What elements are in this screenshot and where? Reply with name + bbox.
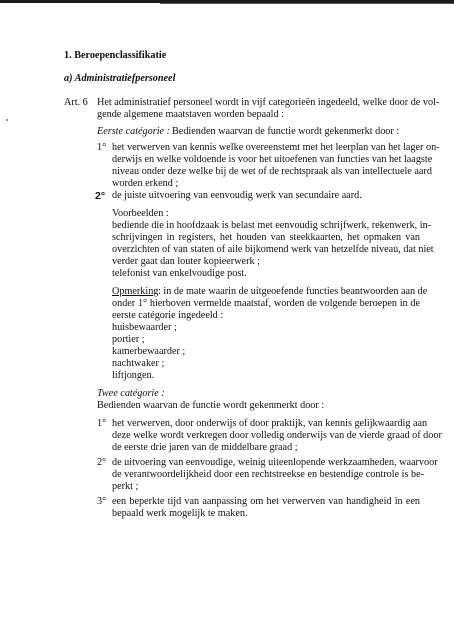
section-heading: 1. Beroepenclassifikatie — [64, 50, 167, 61]
examples-line: verder gaat dan louter kopieerwerk ; — [112, 256, 260, 267]
remark-line: : in de mate waarin de uitgeoefende functies beantwoorden aan de — [158, 286, 428, 297]
first-category-desc: Bedienden waarvan de functie wordt gekenmerkt door : — [172, 126, 400, 137]
second-category-desc: Bedienden waarvan de functie wordt gekenmerkt door : — [97, 400, 325, 411]
item-text-line: de eerste drie jaren van de middelbare graad ; — [112, 442, 298, 453]
item-number: 1° — [97, 418, 107, 429]
examples-line: schrijvingen in registers, het houden van steekkaarten, het opmaken van — [112, 232, 420, 243]
item-text-line: bepaald werk mogelijk te maken. — [112, 508, 248, 519]
article-text-line: gende algemene maatstaven worden bepaald : — [97, 109, 284, 120]
subsection-heading: a) Administratiefpersoneel — [64, 73, 176, 84]
item-text-line: derwijs en welke voldoende is voor het uitoefenen van functies van het laagste — [112, 154, 433, 165]
item-number: 2° — [97, 457, 107, 468]
article-label: Art. 6 — [64, 97, 88, 108]
item-text-line: perkt ; — [112, 481, 139, 492]
remark-label: Opmerking — [112, 286, 159, 297]
profession-item: huisbewaarder ; — [112, 322, 177, 333]
remark-line: eerste catégorie ingedeeld : — [112, 310, 224, 321]
item-text-line: de juiste uitvoering van eenvoudig werk van secundaire aard. — [112, 190, 362, 201]
item-text-line: worden erkend ; — [112, 178, 179, 189]
item-number: 2° — [95, 190, 106, 202]
item-text-line: het verwerven, door onderwijs of door praktijk, van kennis gelijkwaardig aan — [112, 418, 428, 429]
profession-item: nachtwaker ; — [112, 358, 165, 369]
item-text-line: het verwerven van kennis welke overeenstemt met het leerplan van het lager on- — [112, 142, 440, 153]
item-text-line: niveau onder deze welke bij de wet of de rechtspraak als van intellectuele aard — [112, 166, 432, 177]
examples-line: bediende die in hoofdzaak is belast met eenvoudig schrijfwerk, rekenwerk, in- — [112, 220, 432, 231]
item-text-line: deze welke wordt verkregen door volledig onderwijs van de vierde graad of door — [112, 430, 442, 441]
examples-line: telefonist van enkelvoudige post. — [112, 268, 247, 279]
remark-line: onder 1° hierboven vermelde maatstaf, worden de volgende beroepen in de — [112, 298, 420, 309]
examples-title: Voorbeelden : — [112, 208, 169, 219]
scan-speck — [6, 119, 8, 121]
profession-item: kamerbewaarder ; — [112, 346, 186, 357]
profession-item: liftjongen. — [112, 370, 155, 381]
article-text-line: Het administratief personeel wordt in vijf categorieën ingedeeld, welke door de vol- — [97, 97, 440, 108]
scan-edge-line-thin — [160, 3, 454, 4]
item-text-line: de verantwoordelijkheid door een rechtstreekse en bestendige controle is be- — [112, 469, 425, 480]
first-category-title: Eerste catégorie : — [97, 126, 170, 137]
item-text-line: een beperkte tijd van aanpassing om het verwerven van handigheid in een — [112, 496, 420, 507]
second-category-title: Twee catégorie : — [97, 388, 165, 399]
item-number: 1° — [97, 142, 107, 153]
item-text-line: de uitvoering van eenvoudige, weinig uiteenlopende werkzaamheden, waarvoor — [112, 457, 438, 468]
examples-line: overzichten of van staten of aile bijkomend werk van hetzelfde niveau, dat niet — [112, 244, 434, 255]
item-number: 3° — [97, 496, 107, 507]
profession-item: portier ; — [112, 334, 145, 345]
